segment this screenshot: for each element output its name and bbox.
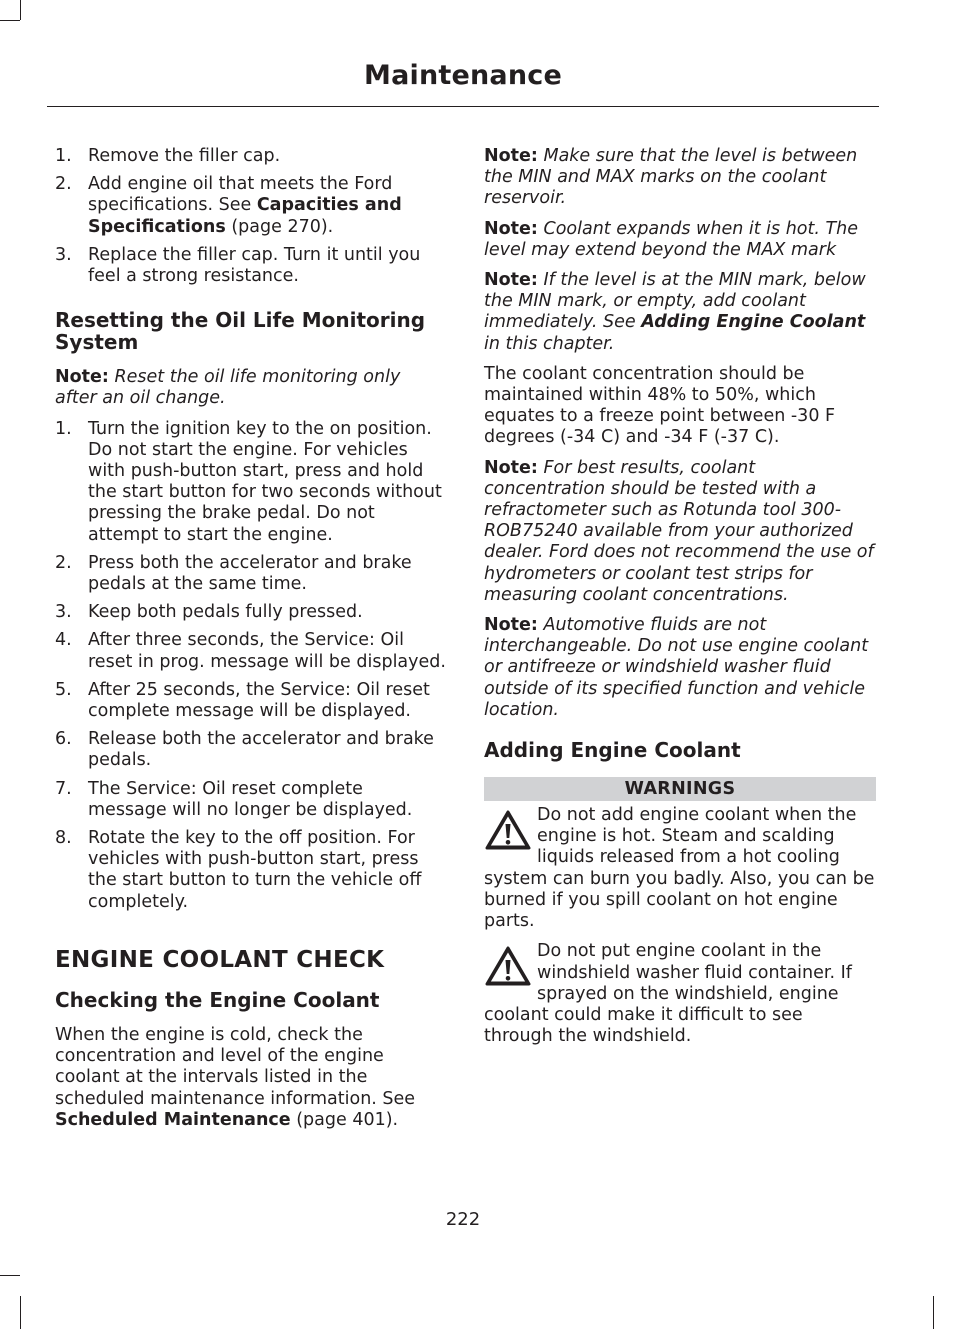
list-item: 3. Keep both pedals fully pressed.	[55, 602, 363, 623]
crop-mark-bottom-left-h	[0, 1275, 20, 1276]
list-item: 8. Rotate the key to the off position. For vehicles with push-button start, press the start button to turn the vehicle off completely.	[55, 828, 422, 912]
crop-mark-bottom-right-v	[933, 1296, 934, 1329]
reset-note: Note: Reset the oil life monitoring only after an oil change.	[55, 367, 401, 409]
list-item: 2. Add engine oil that meets the Ford specifications. See Capacities and Specifications (page 270).	[55, 174, 402, 237]
warning-triangle-icon	[484, 945, 532, 987]
checking-heading: Checking the Engine Coolant	[55, 987, 380, 1012]
list-item: 2. Press both the accelerator and brake pedals at the same time.	[55, 552, 412, 595]
cross-reference-link[interactable]: Capacities and Specifications	[88, 195, 402, 237]
warning-triangle-icon	[484, 809, 532, 851]
cross-reference-link[interactable]: Scheduled Maintenance	[55, 1109, 291, 1130]
note-expansion: Note: Coolant expands when it is hot. The level may extend beyond the MAX mark	[484, 218, 859, 260]
left-column	[55, 146, 447, 1140]
adding-heading: Adding Engine Coolant	[484, 738, 741, 763]
list-item: 7. The Service: Oil reset complete message will no longer be displayed.	[55, 778, 413, 820]
section-heading: ENGINE COOLANT CHECK	[55, 946, 385, 973]
concentration-paragraph: The coolant concentration should be maintained within 48% to 50%, which equates to a freeze point between -30 F degrees (-34 C) and -34 F (-37 C).	[484, 363, 836, 448]
page-title: Maintenance	[364, 60, 562, 91]
oil-fill-steps	[55, 146, 447, 287]
warning-hot-engine: Do not add engine coolant when the engine is hot. Steam and scalding liquids released from a hot cooling system can burn you badly. Also, you can be burned if you spill coolant on hot engine parts.	[484, 805, 875, 932]
list-item: 1. Turn the ignition key to the on position. Do not start the engine. For vehicles with push-button start, press and hold the start button for two seconds without pressing the brake pedal. Do not attempt to start the engine.	[55, 418, 442, 545]
crop-mark-bottom-left-v	[20, 1296, 21, 1329]
note-fluids: Note: Automotive fluids are not interchangeable. Do not use engine coolant or antifreeze or windshield washer fluid outside of its specified function and vehicle location.	[484, 615, 869, 720]
crop-mark-top-left-h	[0, 20, 20, 21]
note-refractometer: Note: For best results, coolant concentration should be tested with a refractometer such as Rotunda tool 300-ROB75240 available from your authorized dealer. Ford does not recommend the use of hydrometers or coolant test strips for measuring coolant concentrations.	[484, 457, 874, 605]
warnings-header: WARNINGS	[484, 777, 876, 801]
checking-paragraph: When the engine is cold, check the concentration and level of the engine coolant at the intervals listed in the scheduled maintenance information. See Scheduled Maintenance (page 401).	[55, 1024, 416, 1130]
list-item: 5. After 25 seconds, the Service: Oil reset complete message will be displayed.	[55, 679, 430, 722]
note-level: Note: Make sure that the level is between the MIN and MAX marks on the coolant reservoir.	[484, 146, 858, 209]
page-number: 222	[445, 1209, 481, 1230]
resetting-heading: Resetting the Oil Life Monitoring System	[55, 308, 426, 355]
list-item: 1. Remove the filler cap.	[55, 146, 281, 166]
list-item: 4. After three seconds, the Service: Oil reset in prog. message will be displayed.	[55, 630, 446, 672]
list-item: 6. Release both the accelerator and brake pedals.	[55, 729, 434, 771]
reset-steps	[55, 419, 447, 913]
header-divider	[47, 106, 879, 107]
list-item: 3. Replace the filler cap. Turn it until you feel a strong resistance.	[55, 244, 421, 287]
cross-reference-link[interactable]: Adding Engine Coolant	[641, 312, 866, 333]
right-column	[484, 146, 876, 1056]
warning-washer-container: Do not put engine coolant in the windshield washer fluid container. If sprayed on the windshield, engine coolant could make it difficult to see through the windshield.	[484, 941, 852, 1047]
note-min-level: Note: If the level is at the MIN mark, below the MIN mark, or empty, add coolant immediately. See Adding Engine Coolant in this chapter.	[484, 270, 866, 354]
crop-mark-top-left-v	[20, 0, 21, 20]
